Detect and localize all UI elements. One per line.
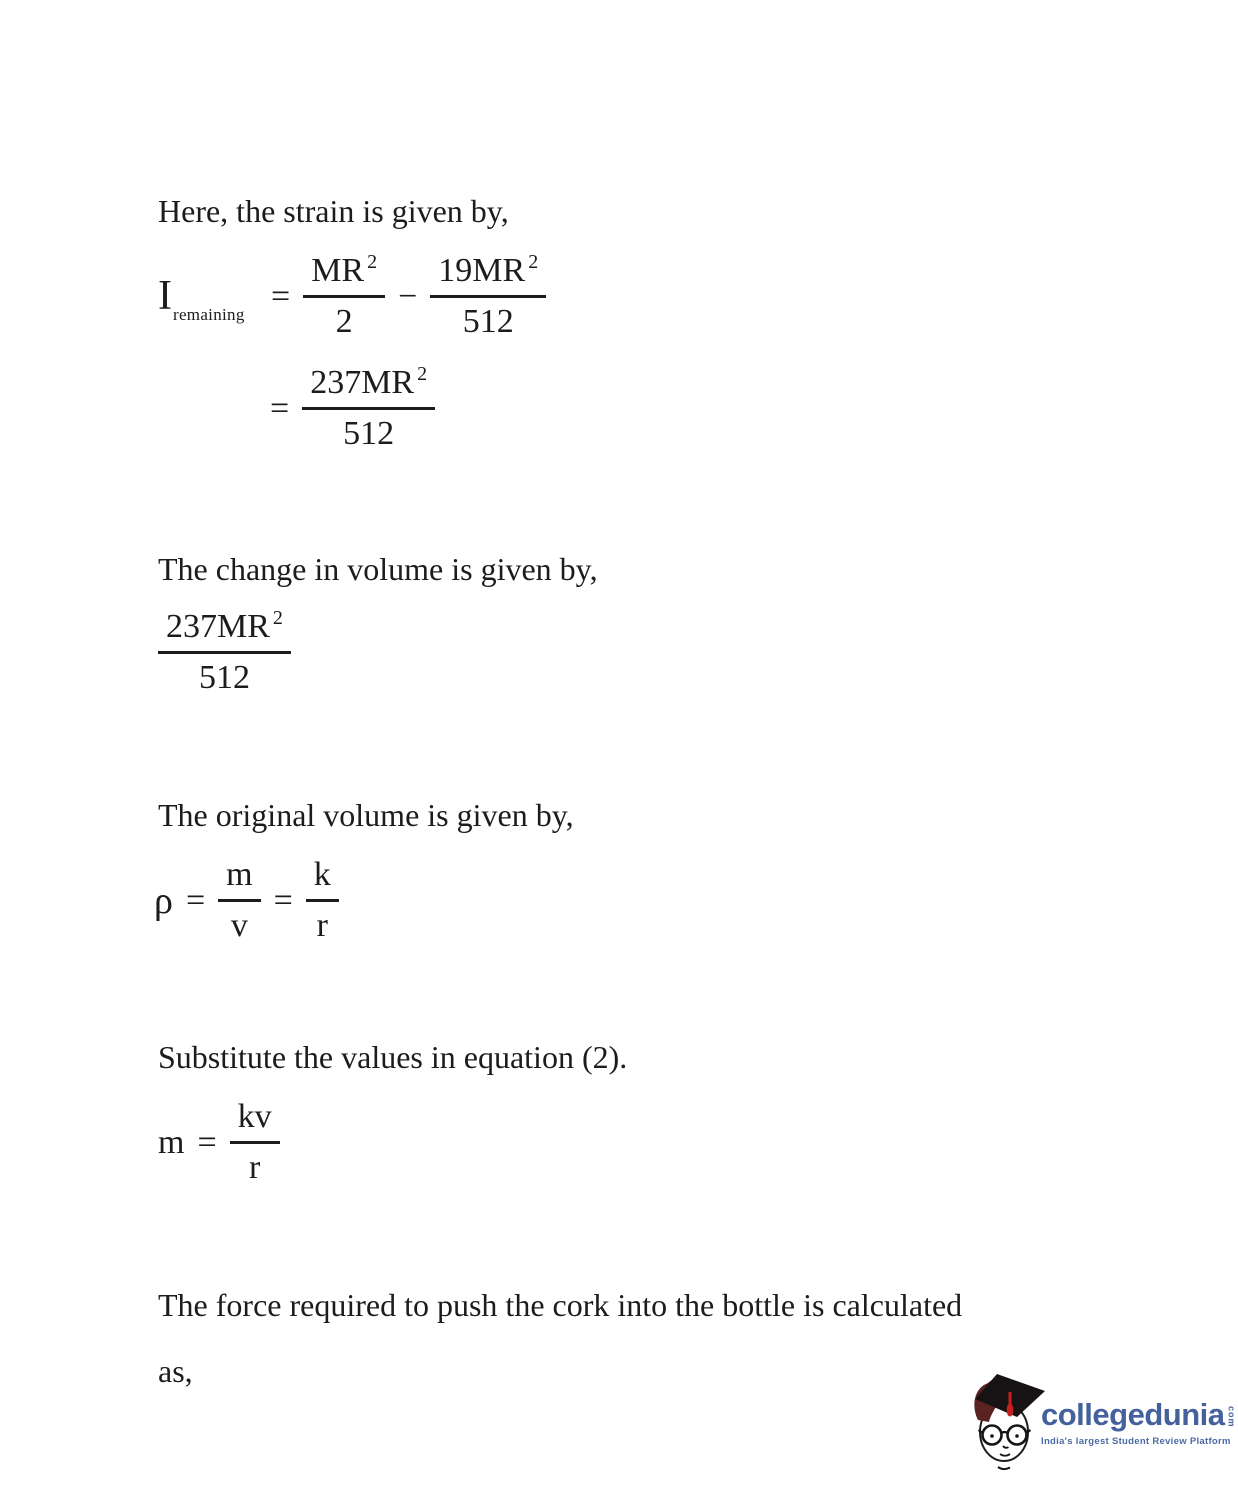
- symbol-I: I: [158, 273, 172, 320]
- equals-sign: =: [271, 277, 291, 315]
- logo-brand-text: collegedunia: [1041, 1397, 1225, 1432]
- fraction-numerator: kv: [230, 1098, 280, 1144]
- symbol-m: m: [158, 1123, 185, 1161]
- fraction-denominator: 512: [343, 415, 395, 453]
- equals-sign: =: [270, 389, 290, 427]
- fraction-kv-over-r: [230, 1098, 280, 1187]
- exponent-2: 2: [417, 363, 428, 385]
- fraction-denominator: r: [248, 1149, 261, 1187]
- equals-sign: =: [185, 881, 206, 919]
- fraction-numerator: m: [218, 856, 260, 902]
- symbol-I-remaining: [158, 273, 258, 325]
- collegedunia-logo: [970, 1372, 1235, 1472]
- numerator-base: 237MR: [166, 608, 270, 645]
- paragraph-original-volume: The original volume is given by,: [158, 797, 574, 833]
- subscript-remaining: remaining: [173, 305, 245, 325]
- fraction-numerator: [302, 364, 435, 410]
- numerator-base: MR: [311, 252, 365, 289]
- fraction-denominator: 512: [198, 659, 250, 697]
- fraction-237mr2-over-512: [158, 608, 291, 697]
- logo-tld-text: com: [1226, 1406, 1237, 1428]
- fraction-237mr2-over-512: [302, 364, 435, 453]
- paragraph-force-line1: The force required to push the cork into the bottle is calculated: [158, 1287, 963, 1323]
- fraction-denominator: r: [316, 907, 328, 945]
- logo-brand-row: [1041, 1399, 1235, 1430]
- fraction-denominator: 2: [335, 303, 353, 341]
- equals-sign: =: [273, 881, 293, 919]
- numerator-base: 237MR: [310, 364, 415, 401]
- mascot-tassel: [1007, 1404, 1014, 1417]
- fraction-denominator: 512: [462, 303, 514, 341]
- paragraph-strain-intro: Here, the strain is given by,: [158, 193, 509, 229]
- collegedunia-mascot-icon: [970, 1372, 1048, 1472]
- fraction-m-over-v: [218, 856, 260, 945]
- equation-density: [154, 856, 339, 945]
- paragraph-force-required: [158, 1272, 962, 1404]
- fraction-numerator: k: [306, 856, 339, 902]
- fraction-numerator: [430, 252, 546, 298]
- fraction-19mr2-over-512: [430, 252, 546, 341]
- minus-sign: −: [398, 277, 418, 315]
- equals-sign: =: [197, 1123, 217, 1161]
- fraction-denominator: v: [230, 907, 248, 945]
- exponent-2: 2: [528, 251, 539, 273]
- paragraph-change-in-volume: The change in volume is given by,: [158, 551, 598, 587]
- equation-mass: [158, 1098, 280, 1187]
- paragraph-force-line2: as,: [158, 1353, 193, 1389]
- fraction-mr2-over-2: [303, 252, 385, 341]
- exponent-2: 2: [272, 607, 283, 629]
- fraction-k-over-r: [306, 856, 339, 945]
- logo-tagline: India's largest Student Review Platform: [1041, 1436, 1231, 1447]
- symbol-rho: ρ: [154, 879, 173, 922]
- logo-text-block: [1041, 1399, 1235, 1447]
- equation-change-in-volume: [158, 608, 291, 697]
- numerator-base: 19MR: [438, 252, 526, 289]
- equation-inertia-remaining-row2: [270, 364, 435, 453]
- exponent-2: 2: [367, 251, 378, 273]
- fraction-numerator: [158, 608, 291, 654]
- equation-inertia-remaining-row1: [158, 252, 546, 341]
- paragraph-substitute-values: Substitute the values in equation (2).: [158, 1039, 628, 1075]
- fraction-numerator: [303, 252, 385, 298]
